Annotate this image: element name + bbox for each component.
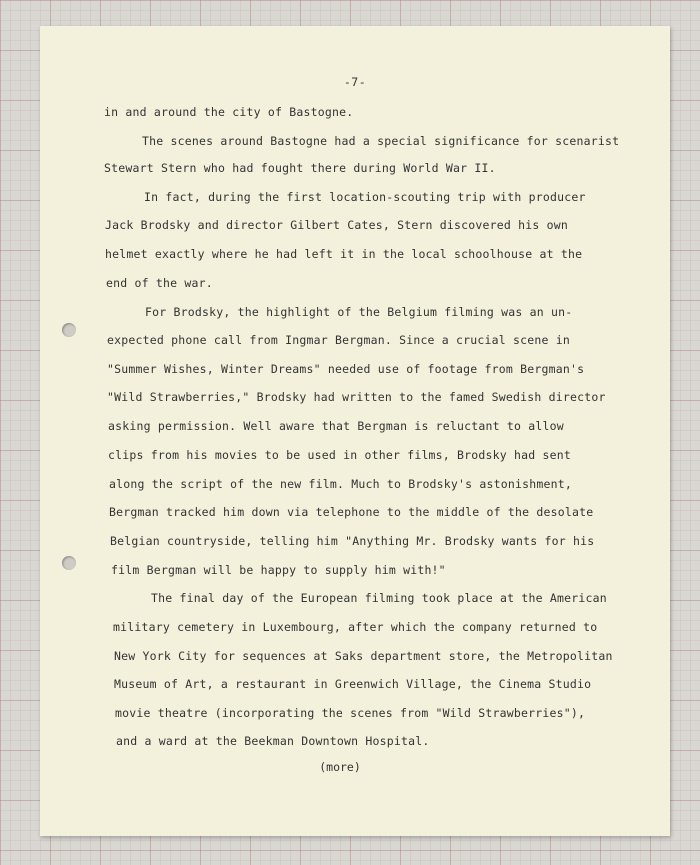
text-line: film Bergman will be happy to supply him with!" — [111, 563, 446, 577]
document-page — [40, 26, 670, 836]
more-indicator: (more) — [319, 760, 361, 774]
text-line: The final day of the European filming took place at the American — [151, 591, 607, 605]
punch-hole — [62, 556, 76, 570]
text-line: in and around the city of Bastogne. — [104, 105, 354, 119]
punch-hole — [62, 323, 76, 337]
text-line: "Summer Wishes, Winter Dreams" needed use of footage from Bergman's — [107, 362, 585, 376]
text-line: movie theatre (incorporating the scenes from "Wild Strawberries"), — [115, 706, 586, 720]
text-line: and a ward at the Beekman Downtown Hospital. — [116, 734, 430, 748]
text-line: Belgian countryside, telling him "Anything Mr. Brodsky wants for his — [110, 534, 595, 548]
text-line: clips from his movies to be used in other films, Brodsky had sent — [108, 448, 572, 462]
text-line: Stewart Stern who had fought there during World War II. — [104, 161, 496, 175]
page-number: -7- — [343, 75, 367, 89]
text-line: New York City for sequences at Saks department store, the Metropolitan — [114, 649, 613, 663]
text-line: The scenes around Bastogne had a special significance for scenarist — [142, 134, 620, 148]
text-line: asking permission. Well aware that Bergman is reluctant to allow — [108, 419, 564, 433]
text-line: In fact, during the first location-scouting trip with producer — [144, 190, 586, 204]
text-line: Jack Brodsky and director Gilbert Cates, Stern discovered his own — [105, 218, 569, 232]
text-line: helmet exactly where he had left it in the local schoolhouse at the — [105, 247, 583, 261]
text-line: expected phone call from Ingmar Bergman. Since a crucial scene in — [107, 333, 571, 347]
text-line: "Wild Strawberries," Brodsky had written to the famed Swedish director — [107, 390, 606, 404]
text-line: Bergman tracked him down via telephone to the middle of the desolate — [109, 505, 594, 519]
text-line: military cemetery in Luxembourg, after which the company returned to — [113, 620, 598, 634]
text-line: along the script of the new film. Much to Brodsky's astonishment, — [109, 477, 573, 491]
text-line: end of the war. — [106, 276, 213, 290]
text-line: For Brodsky, the highlight of the Belgium filming was an un- — [145, 305, 573, 319]
text-line: Museum of Art, a restaurant in Greenwich Village, the Cinema Studio — [114, 677, 592, 691]
